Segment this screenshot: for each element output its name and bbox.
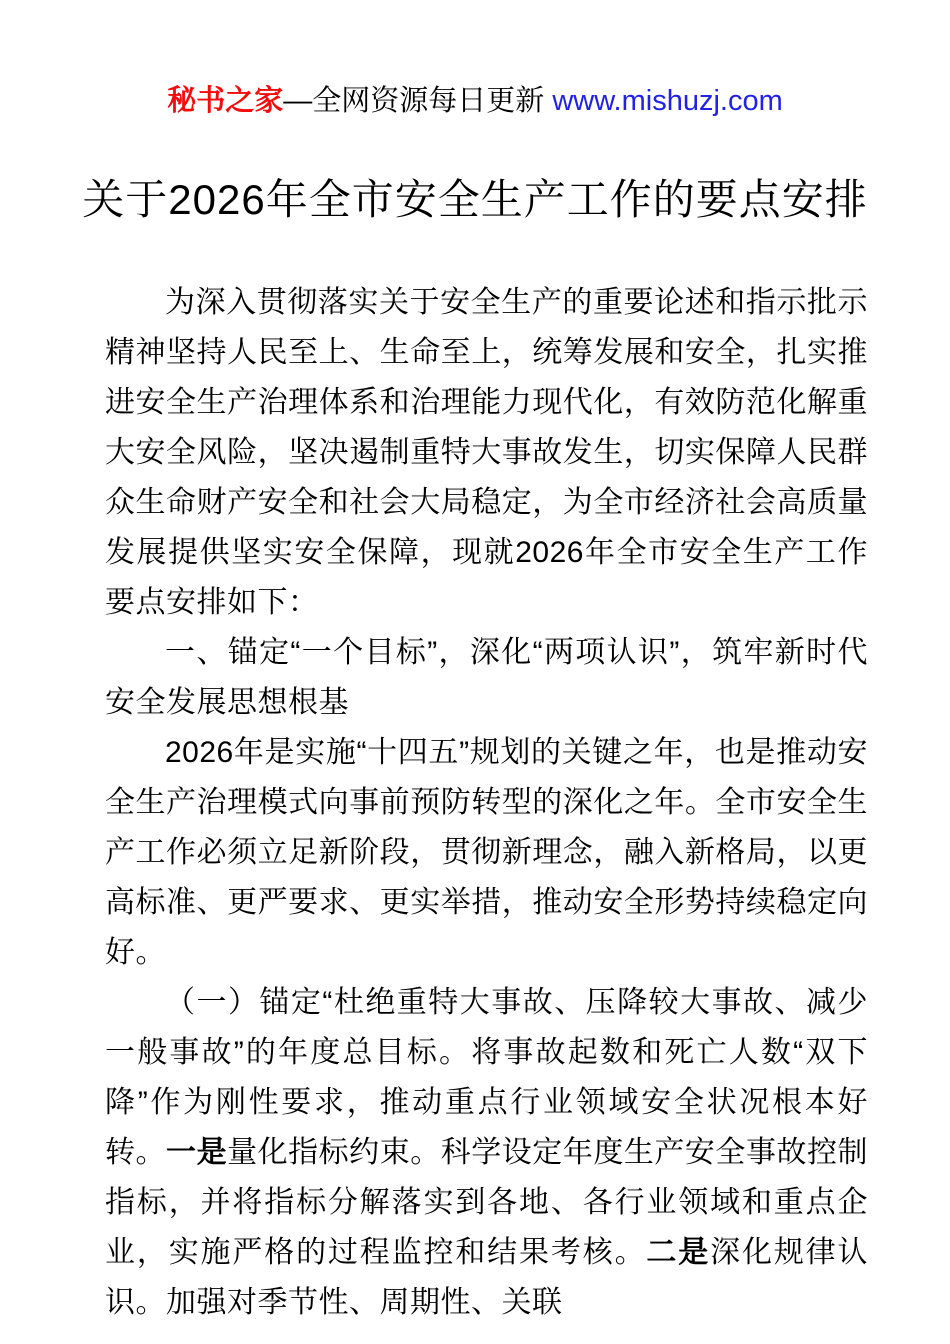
site-url-link[interactable]: www.mishuzj.com [552,85,783,117]
bold-run: 二是 [646,1236,711,1269]
section-1-intro-paragraph [105,728,868,978]
section-1-heading [105,628,868,728]
brand-name: 秘书之家 [167,85,284,117]
document-title: 关于2026年全市安全生产工作的要点安排 [82,176,868,223]
text-run: 深化规律认识。加强对季节性、周期性、关联 [105,1236,869,1319]
intro-paragraph [105,278,868,628]
text-run: 量化指标约束。科学设定年度生产安全事故控制指标，并将指标分解落实到各地、各行业领域和重点企业，实施严格的过程监控和结果考核。 [105,1136,869,1269]
bold-run: 一是 [166,1136,228,1169]
document-body [105,278,868,1328]
item-1-paragraph [105,978,868,1328]
text-run: 一、锚定“一个目标”，深化“两项认识”，筑牢新时代安全发展思想根基 [105,636,868,719]
text-run: 2026年是实施“十四五”规划的关键之年，也是推动安全生产治理模式向事前预防转型的深化之年。全市安全生产工作必须立足新阶段，贯彻新理念，融入新格局，以更高标准、更严要求、更实举措，推动安全形势持续稳定向好。 [105,736,868,969]
site-header [0,82,950,120]
text-run: （一）锚定“杜绝重特大事故、压降较大事故、减少一般事故”的年度总目标。将事故起数和死亡人数“双下降”作为刚性要求，推动重点行业领域安全状况根本好转。 [105,986,868,1169]
header-tagline: —全网资源每日更新 [283,85,553,117]
text-run: 为深入贯彻落实关于安全生产的重要论述和指示批示精神坚持人民至上、生命至上，统筹发展和安全，扎实推进安全生产治理体系和治理能力现代化，有效防范化解重大安全风险，坚决遏制重特大事故发生，切实保障人民群众生命财产安全和社会大局稳定，为全市经济社会高质量发展提供坚实安全保障，现就2026年全市安全生产工作要点安排如下： [105,286,868,619]
